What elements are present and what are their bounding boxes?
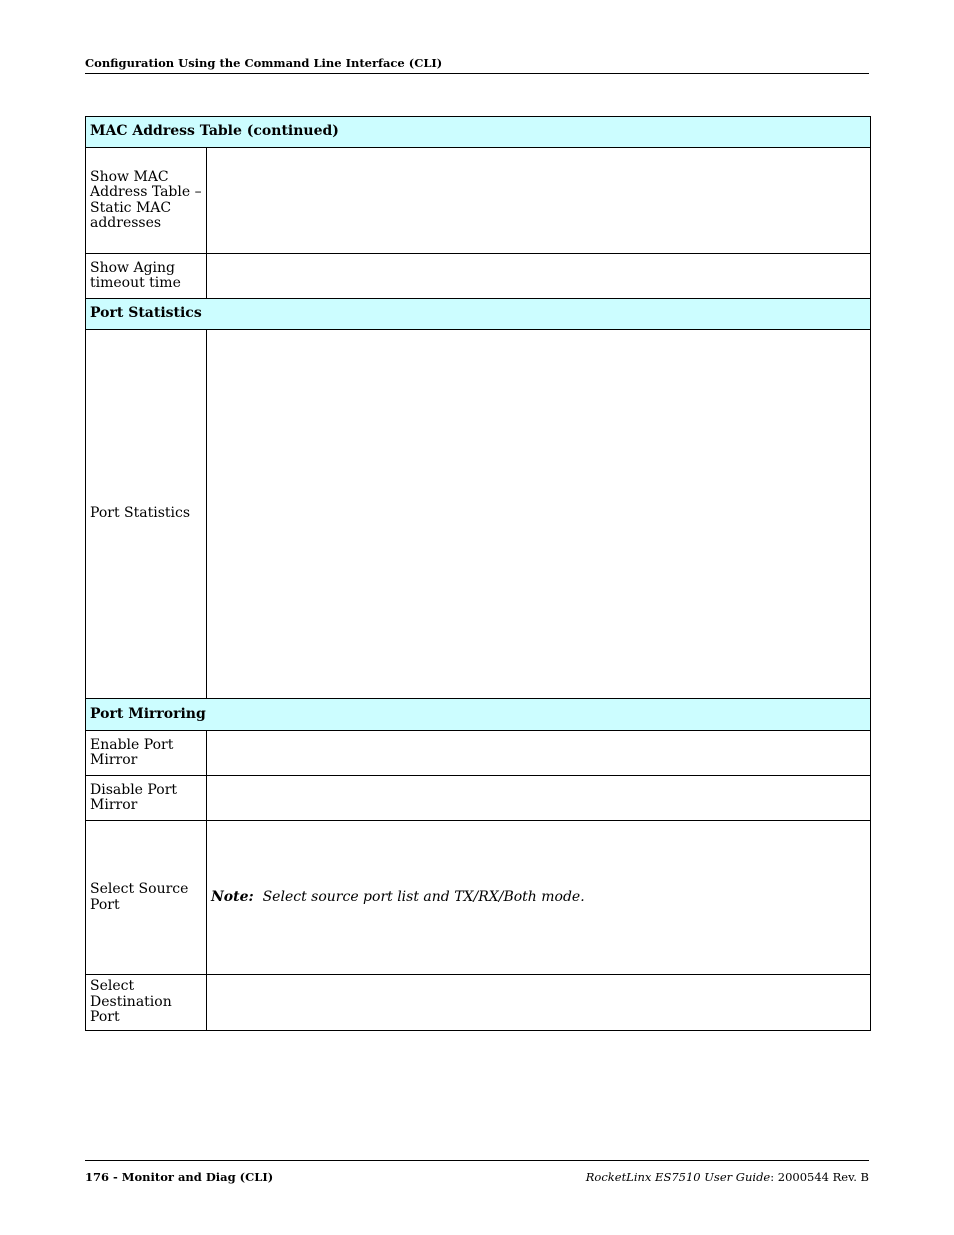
command-table bbox=[85, 116, 871, 1031]
section-row bbox=[86, 299, 871, 330]
note-text: Select source port list and TX/RX/Both mode. bbox=[262, 888, 585, 905]
table-row bbox=[86, 254, 871, 299]
table-row bbox=[86, 148, 871, 254]
row-content-port-statistics bbox=[207, 330, 871, 699]
table-row bbox=[86, 731, 871, 776]
running-header: Configuration Using the Command Line Interface (CLI) bbox=[85, 56, 443, 70]
footer-page-label: 176 - Monitor and Diag (CLI) bbox=[85, 1170, 274, 1184]
table-row bbox=[86, 330, 871, 699]
table-row bbox=[86, 821, 871, 975]
header-rule bbox=[85, 73, 869, 74]
table-row bbox=[86, 776, 871, 821]
section-port-statistics: Port Statistics bbox=[86, 299, 871, 330]
row-content-disable-mirror bbox=[207, 776, 871, 821]
section-row bbox=[86, 699, 871, 731]
section-port-mirroring: Port Mirroring bbox=[86, 699, 871, 731]
row-label-disable-mirror: Disable Port Mirror bbox=[86, 776, 207, 821]
footer-product: RocketLinx ES7510 User Guide bbox=[585, 1170, 771, 1184]
row-label-select-destination: Select Destination Port bbox=[86, 975, 207, 1031]
row-content-show-aging bbox=[207, 254, 871, 299]
note bbox=[211, 889, 585, 905]
footer-revision: : 2000544 Rev. B bbox=[770, 1170, 869, 1184]
row-content-select-destination bbox=[207, 975, 871, 1031]
row-label-show-aging: Show Aging timeout time bbox=[86, 254, 207, 299]
section-mac-address-table: MAC Address Table (continued) bbox=[86, 117, 871, 148]
table-row bbox=[86, 975, 871, 1031]
footer-document-id bbox=[586, 1170, 869, 1184]
row-content-enable-mirror bbox=[207, 731, 871, 776]
row-label-select-source: Select Source Port bbox=[86, 821, 207, 975]
note-label: Note: bbox=[211, 888, 254, 905]
footer-rule bbox=[85, 1160, 869, 1161]
row-label-port-statistics: Port Statistics bbox=[86, 330, 207, 699]
row-label-enable-mirror: Enable Port Mirror bbox=[86, 731, 207, 776]
section-row bbox=[86, 117, 871, 148]
row-content-show-mac-static bbox=[207, 148, 871, 254]
row-content-select-source bbox=[207, 821, 871, 975]
row-label-show-mac-static: Show MAC Address Table – Static MAC addresses bbox=[86, 148, 207, 254]
